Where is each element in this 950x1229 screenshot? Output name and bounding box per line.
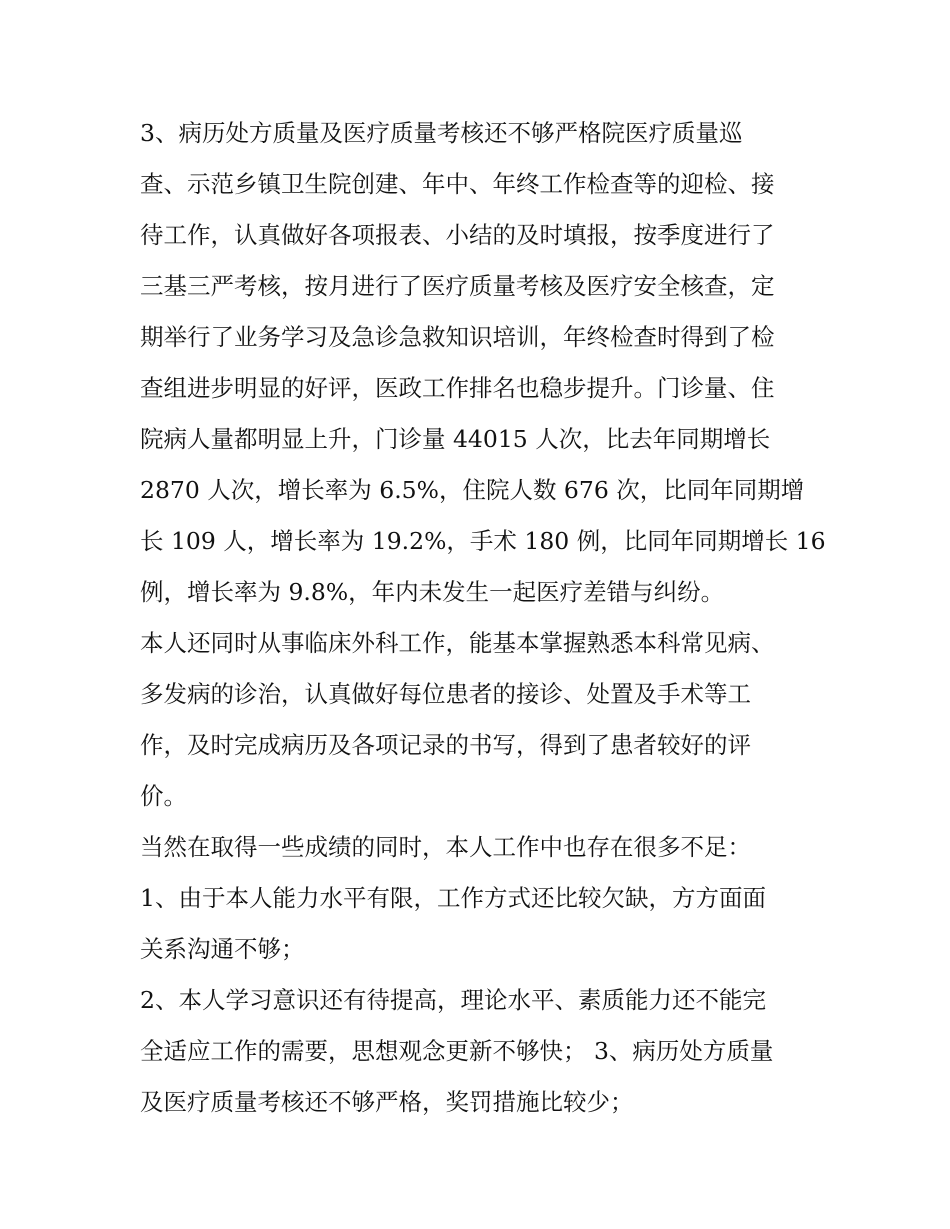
text-line: 2870 人次，增长率为 6.5%，住院人数 676 次，比同年同期增	[140, 476, 805, 504]
text-line: 2、本人学习意识还有待提高，理论水平、素质能力还不能完	[140, 986, 766, 1014]
text-line: 待工作，认真做好各项报表、小结的及时填报，按季度进行了	[140, 221, 775, 249]
text-line: 及医疗质量考核还不够严格，奖罚措施比较少；	[140, 1088, 634, 1116]
text-line: 价。	[140, 782, 187, 810]
text-line: 三基三严考核，按月进行了医疗质量考核及医疗安全核查，定	[140, 272, 775, 300]
text-line: 多发病的诊治，认真做好每位患者的接诊、处置及手术等工	[140, 680, 751, 708]
text-line: 查组进步明显的好评，医政工作排名也稳步提升。门诊量、住	[140, 374, 775, 402]
text-line: 当然在取得一些成绩的同时，本人工作中也存在很多不足：	[140, 833, 751, 861]
text-line: 关系沟通不够；	[140, 935, 305, 963]
text-line: 查、示范乡镇卫生院创建、年中、年终工作检查等的迎检、接	[140, 170, 775, 198]
text-line: 作，及时完成病历及各项记录的书写，得到了患者较好的评	[140, 731, 751, 759]
text-line: 例，增长率为 9.8%，年内未发生一起医疗差错与纠纷。	[140, 578, 725, 606]
text-line: 全适应工作的需要，思想观念更新不够快； 3、病历处方质量	[140, 1037, 774, 1065]
text-line: 本人还同时从事临床外科工作，能基本掌握熟悉本科常见病、	[140, 629, 775, 657]
text-line: 院病人量都明显上升，门诊量 44015 人次，比去年同期增长	[140, 425, 771, 453]
text-line: 期举行了业务学习及急诊急救知识培训，年终检查时得到了检	[140, 323, 775, 351]
text-line: 3、病历处方质量及医疗质量考核还不够严格院医疗质量巡	[140, 119, 743, 147]
text-line: 1、由于本人能力水平有限，工作方式还比较欠缺，方方面面	[140, 884, 766, 912]
document-body	[140, 108, 826, 1128]
text-line: 长 109 人，增长率为 19.2%，手术 180 例，比同年同期增长 16	[140, 527, 826, 555]
